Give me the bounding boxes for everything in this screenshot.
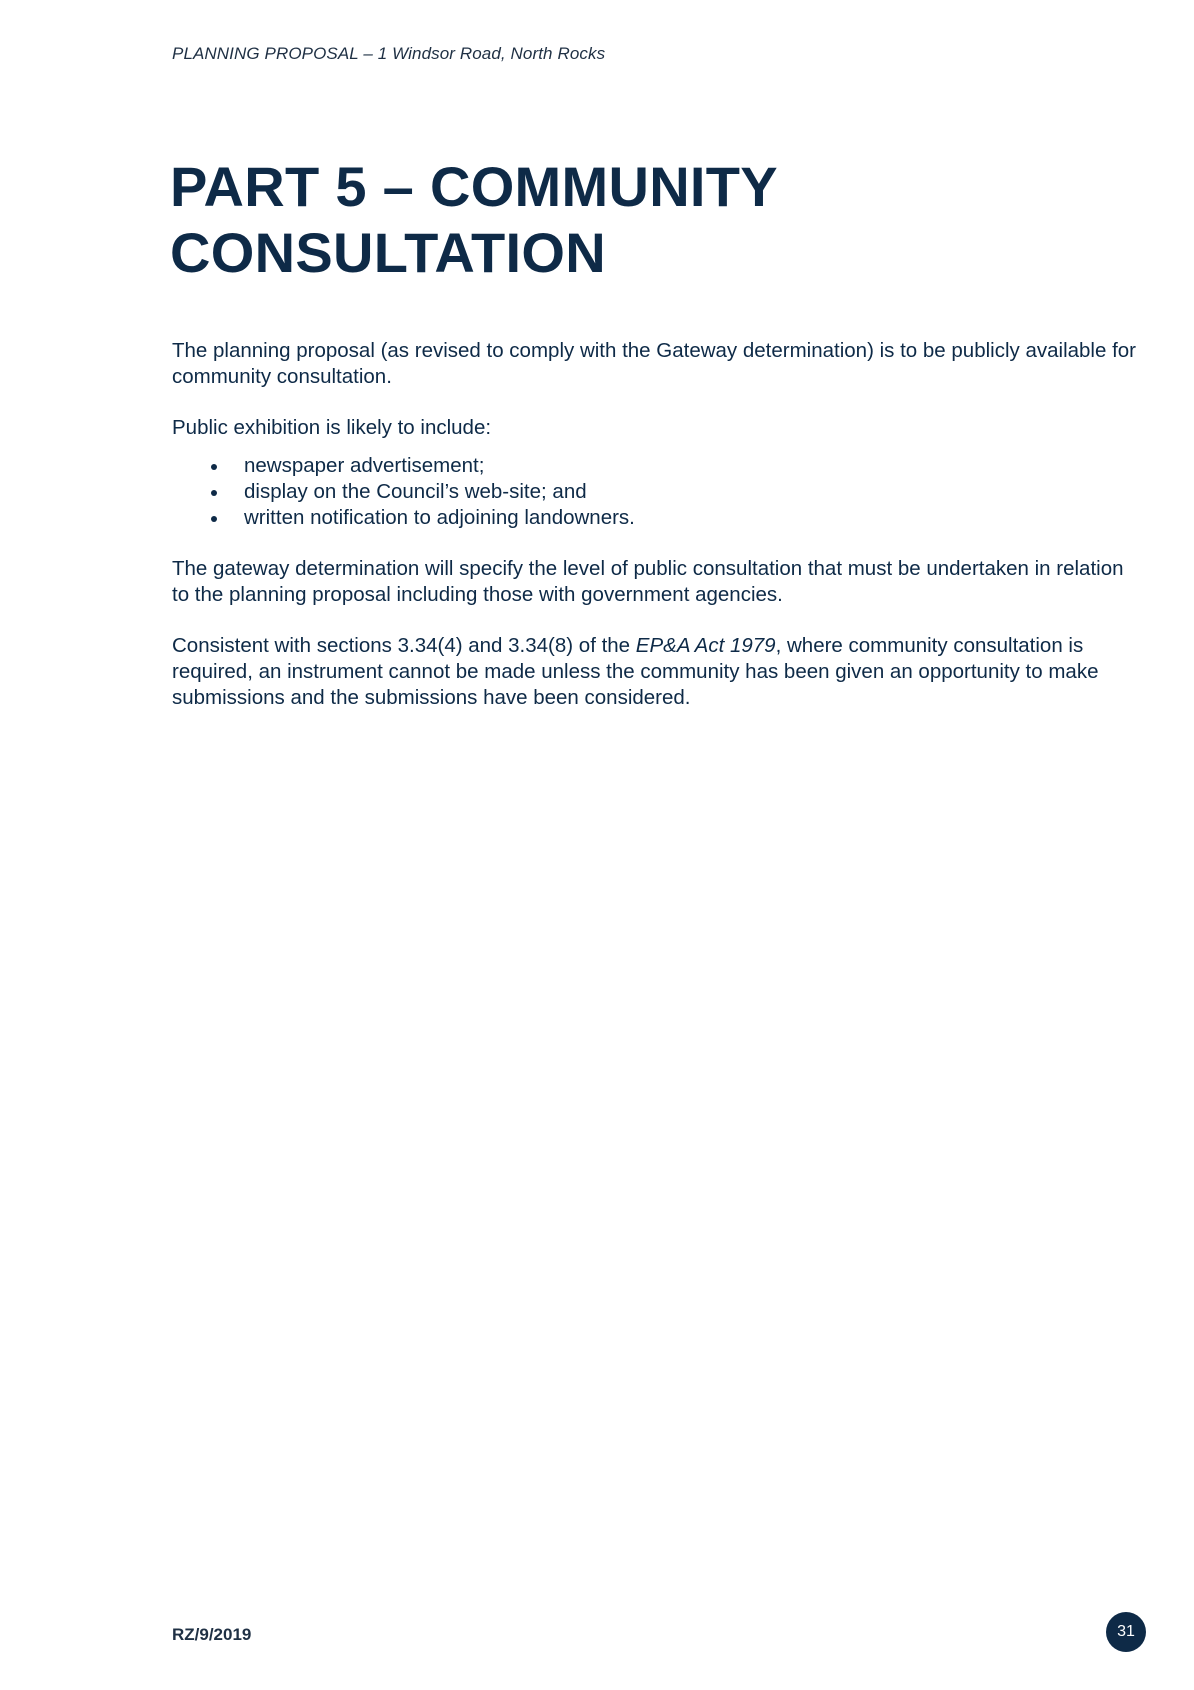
running-header: PLANNING PROPOSAL – 1 Windsor Road, North Rocks (172, 44, 606, 63)
footer-reference: RZ/9/2019 (172, 1625, 252, 1644)
consistency-text-end: , where community consultation is required, an instrument cannot be made unless the community has been given an opportunity to make submissions and the submissions have been considered. (172, 634, 1099, 709)
bullet-icon (211, 516, 217, 522)
list-item-text: display on the Council’s web-site; and (244, 480, 587, 503)
list-item (172, 505, 1142, 531)
body-content (172, 338, 1142, 736)
paragraph-gateway: The gateway determination will specify the level of public consultation that must be undertaken in relation to the planning proposal including those with government agencies. (172, 557, 1124, 606)
page-number: 31 (1117, 1623, 1135, 1640)
page-title-line-1: PART 5 – COMMUNITY (170, 155, 778, 218)
page-title (170, 154, 778, 286)
bullet-icon (211, 464, 217, 470)
consistency-text-start: Consistent with sections 3.34(4) and 3.34(8) of the (172, 634, 636, 657)
list-item (172, 479, 1142, 505)
paragraph-intro: The planning proposal (as revised to comply with the Gateway determination) is to be publicly available for community consultation. (172, 339, 1137, 388)
paragraph-consistency (172, 633, 1142, 711)
exhibition-list (172, 453, 1142, 531)
act-name: EP&A Act 1979 (635, 634, 776, 657)
page-title-line-2: CONSULTATION (170, 221, 606, 284)
list-item-text: written notification to adjoining landowners. (244, 506, 635, 529)
list-item (172, 453, 1142, 479)
list-item-text: newspaper advertisement; (244, 454, 485, 477)
bullet-icon (211, 490, 217, 496)
page-number-badge (1106, 1612, 1146, 1652)
paragraph-exhibition-lead: Public exhibition is likely to include: (172, 416, 492, 439)
